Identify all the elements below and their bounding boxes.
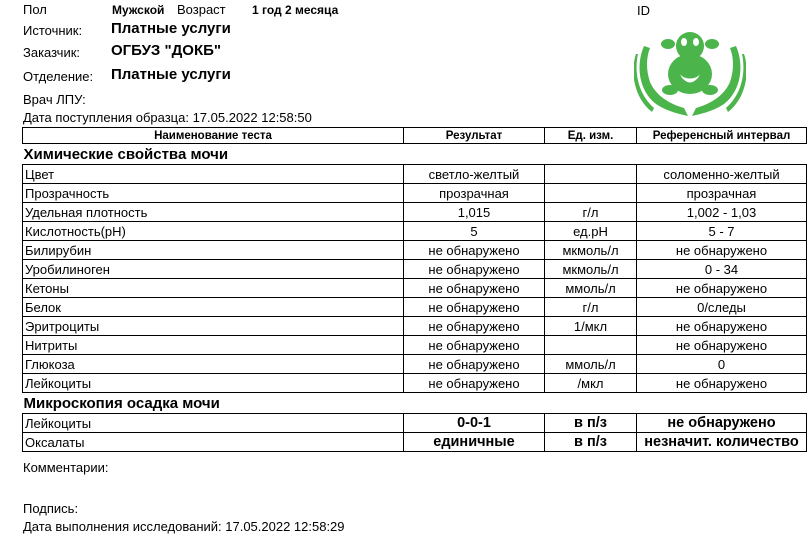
col-header-result: Результат	[404, 128, 545, 144]
table-row	[23, 241, 807, 260]
cell-test-name: Уробилиноген	[23, 260, 404, 279]
department-value: Платные услуги	[111, 66, 231, 83]
cell-unit	[545, 184, 637, 203]
id-label: ID	[637, 3, 650, 18]
completed-date: Дата выполнения исследований: 17.05.2022 12:58:29	[23, 519, 345, 534]
cell-result: 0-0-1	[404, 414, 545, 433]
cell-result: не обнаружено	[404, 336, 545, 355]
cell-result: не обнаружено	[404, 260, 545, 279]
cell-unit: /мкл	[545, 374, 637, 393]
cell-test-name: Прозрачность	[23, 184, 404, 203]
table-row	[23, 317, 807, 336]
age-value: 1 год 2 месяца	[252, 3, 339, 17]
cell-test-name: Кетоны	[23, 279, 404, 298]
cell-reference: не обнаружено	[637, 414, 807, 433]
cell-test-name: Цвет	[23, 165, 404, 184]
comments-label: Комментарии:	[23, 460, 109, 475]
cell-unit: мкмоль/л	[545, 241, 637, 260]
sex-value: Мужской	[112, 3, 165, 17]
cell-test-name: Оксалаты	[23, 433, 404, 452]
table-header-row	[23, 128, 807, 144]
cell-unit	[545, 336, 637, 355]
cell-unit: в п/з	[545, 414, 637, 433]
cell-unit: ммоль/л	[545, 279, 637, 298]
col-header-test-name: Наименование теста	[23, 128, 404, 144]
cell-reference: 0	[637, 355, 807, 374]
table-row	[23, 298, 807, 317]
section-header-microscopy	[23, 393, 807, 414]
cell-reference: не обнаружено	[637, 317, 807, 336]
cell-test-name: Лейкоциты	[23, 374, 404, 393]
cell-reference: 5 - 7	[637, 222, 807, 241]
cell-test-name: Белок	[23, 298, 404, 317]
cell-unit: г/л	[545, 203, 637, 222]
department-label: Отделение:	[23, 69, 94, 84]
received-date: Дата поступления образца: 17.05.2022 12:58:50	[23, 110, 312, 125]
cell-test-name: Глюкоза	[23, 355, 404, 374]
table-row	[23, 355, 807, 374]
cell-unit: 1/мкл	[545, 317, 637, 336]
cell-result: светло-желтый	[404, 165, 545, 184]
cell-result: не обнаружено	[404, 241, 545, 260]
table-row	[23, 433, 807, 452]
table-row	[23, 279, 807, 298]
source-label: Источник:	[23, 23, 83, 38]
table-row	[23, 336, 807, 355]
results-table	[22, 127, 807, 452]
section-title: Химические свойства мочи	[23, 145, 229, 163]
cell-reference: не обнаружено	[637, 279, 807, 298]
cell-unit: ед.рН	[545, 222, 637, 241]
cell-test-name: Билирубин	[23, 241, 404, 260]
cell-result: не обнаружено	[404, 355, 545, 374]
cell-test-name: Лейкоциты	[23, 414, 404, 433]
cell-result: единичные	[404, 433, 545, 452]
cell-unit	[545, 165, 637, 184]
cell-result: не обнаружено	[404, 279, 545, 298]
cell-reference: не обнаружено	[637, 241, 807, 260]
age-label: Возраст	[177, 2, 226, 17]
section-header-chemical	[23, 144, 807, 165]
cell-result: не обнаружено	[404, 374, 545, 393]
source-value: Платные услуги	[111, 20, 231, 37]
cell-unit: ммоль/л	[545, 355, 637, 374]
signature-label: Подпись:	[23, 501, 79, 516]
clinic-logo	[634, 24, 746, 118]
cell-unit: г/л	[545, 298, 637, 317]
cell-test-name: Кислотность(рН)	[23, 222, 404, 241]
col-header-unit: Ед. изм.	[545, 128, 637, 144]
cell-reference: соломенно-желтый	[637, 165, 807, 184]
customer-label: Заказчик:	[23, 45, 81, 60]
cell-reference: не обнаружено	[637, 336, 807, 355]
cell-reference: 0 - 34	[637, 260, 807, 279]
table-row	[23, 165, 807, 184]
cell-reference: незначит. количество	[637, 433, 807, 452]
cell-test-name: Удельная плотность	[23, 203, 404, 222]
cell-test-name: Нитриты	[23, 336, 404, 355]
cell-unit: мкмоль/л	[545, 260, 637, 279]
customer-value: ОГБУЗ "ДОКБ"	[111, 42, 221, 59]
cell-result: не обнаружено	[404, 298, 545, 317]
cell-result: прозрачная	[404, 184, 545, 203]
cell-reference: 0/следы	[637, 298, 807, 317]
table-row	[23, 260, 807, 279]
cell-result: 5	[404, 222, 545, 241]
table-row	[23, 184, 807, 203]
table-row	[23, 414, 807, 433]
sex-label: Пол	[23, 2, 47, 17]
cell-unit: в п/з	[545, 433, 637, 452]
cell-result: не обнаружено	[404, 317, 545, 336]
table-row	[23, 374, 807, 393]
cell-reference: 1,002 - 1,03	[637, 203, 807, 222]
cell-reference: прозрачная	[637, 184, 807, 203]
cell-test-name: Эритроциты	[23, 317, 404, 336]
cell-reference: не обнаружено	[637, 374, 807, 393]
col-header-reference: Референсный интервал	[637, 128, 807, 144]
doctor-label: Врач ЛПУ:	[23, 92, 86, 107]
cell-result: 1,015	[404, 203, 545, 222]
section-title: Микроскопия осадка мочи	[23, 394, 220, 412]
table-row	[23, 222, 807, 241]
table-row	[23, 203, 807, 222]
